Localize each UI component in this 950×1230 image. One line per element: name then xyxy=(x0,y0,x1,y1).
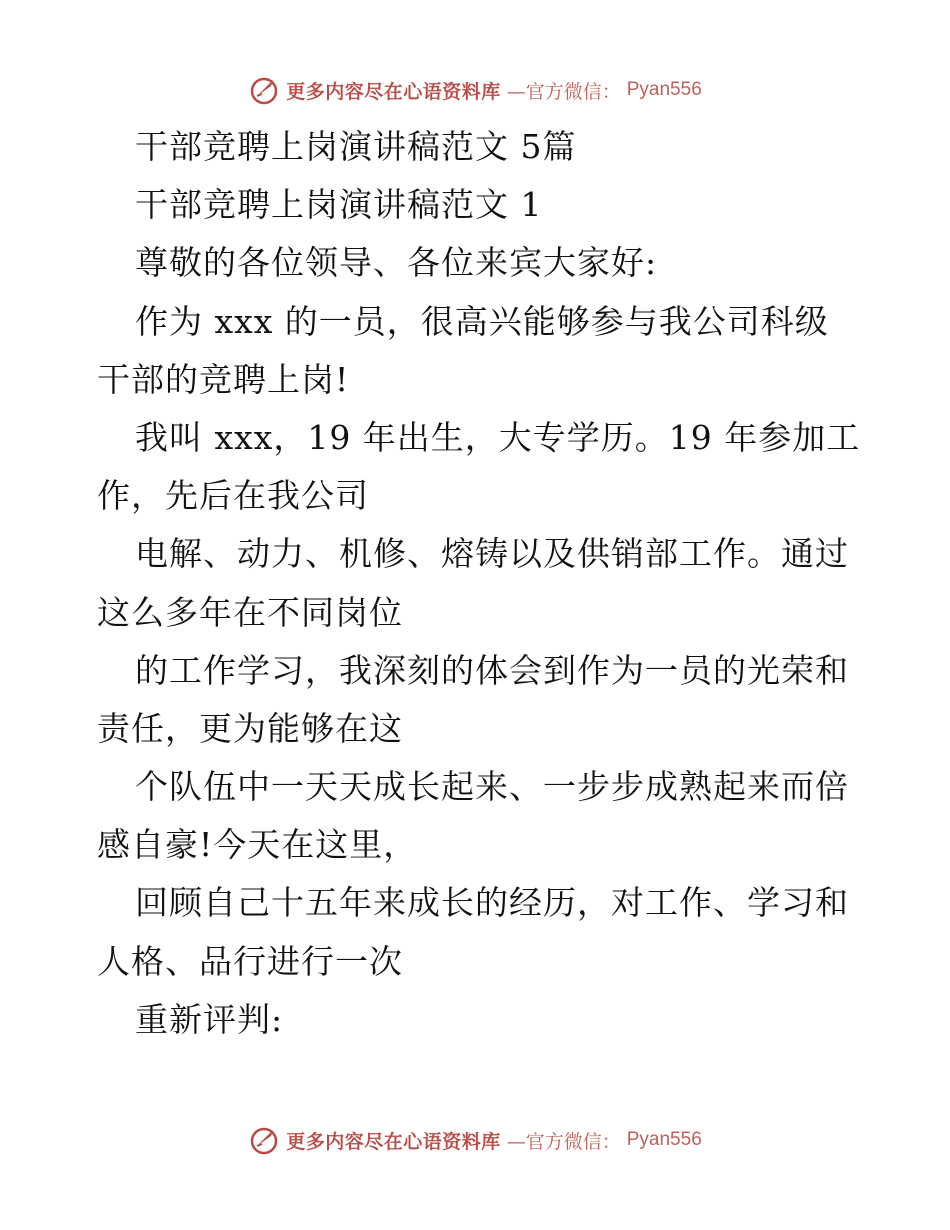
quill-logo-icon xyxy=(248,74,280,106)
document-line: 人格、品行进行一次 xyxy=(97,941,403,981)
header-banner xyxy=(0,70,950,110)
document-line: 个队伍中一天天成长起来、一步步成熟起来而倍 xyxy=(135,767,849,807)
banner-main-text: 更多内容尽在心语资料库 xyxy=(286,80,501,103)
document-line: 的工作学习，我深刻的体会到作为一员的光荣和 xyxy=(135,650,849,690)
banner-wechat-id: Pyan556 xyxy=(626,1129,702,1150)
document-line: 感自豪!今天在这里， xyxy=(97,825,418,865)
document-line: 干部竞聘上岗演讲稿范文 1 xyxy=(135,185,543,225)
banner-separator-text: —官方微信： xyxy=(506,1130,621,1153)
document-line: 这么多年在不同岗位 xyxy=(97,592,403,632)
banner-wechat-id: Pyan556 xyxy=(626,79,702,100)
document-line: 作为 xxx 的一员，很高兴能够参与我公司科级 xyxy=(135,301,829,341)
document-line: 作，先后在我公司 xyxy=(97,476,369,516)
footer-banner xyxy=(0,1120,950,1160)
document-line: 电解、动力、机修、熔铸以及供销部工作。通过 xyxy=(135,534,849,574)
banner-separator-text: —官方微信： xyxy=(506,80,621,103)
document-line: 回顾自己十五年来成长的经历，对工作、学习和 xyxy=(135,883,849,923)
quill-logo-icon xyxy=(248,1124,280,1156)
document-body xyxy=(97,118,861,1049)
document-line: 干部的竞聘上岗! xyxy=(97,359,350,399)
document-line: 干部竞聘上岗演讲稿范文 5篇 xyxy=(135,127,577,166)
banner-main-text: 更多内容尽在心语资料库 xyxy=(286,1130,501,1153)
document-line: 尊敬的各位领导、各位来宾大家好: xyxy=(135,243,658,283)
document-line: 我叫 xxx，19 年出生，大专学历。19 年参加工 xyxy=(135,417,861,457)
document-line: 责任，更为能够在这 xyxy=(97,708,403,748)
document-line: 重新评判: xyxy=(135,999,284,1039)
